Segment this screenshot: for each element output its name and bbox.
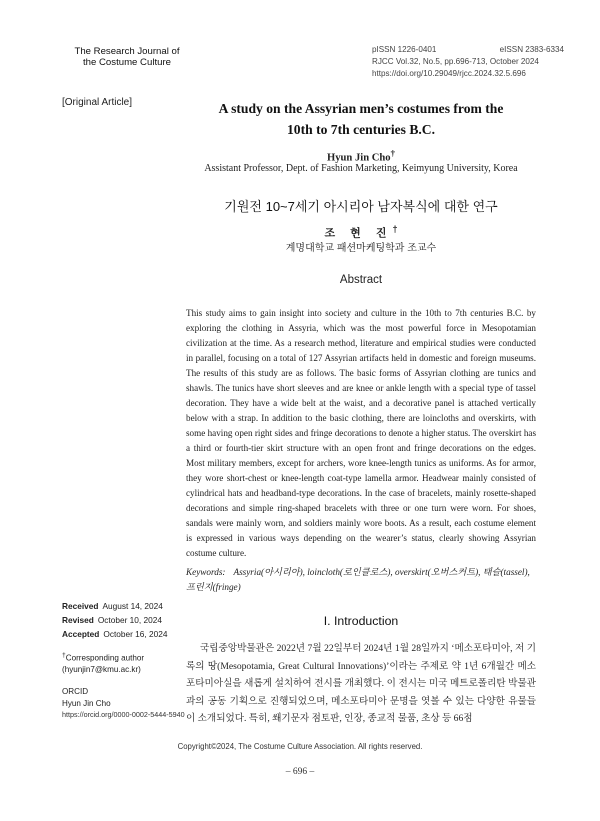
- revised-value: October 10, 2024: [97, 615, 162, 625]
- korean-title: 기원전 10~7세기 아시리아 남자복식에 대한 연구: [224, 199, 498, 214]
- introduction-heading: I. Introduction: [323, 614, 399, 628]
- keywords-label: Keywords:: [186, 567, 226, 577]
- copyright-notice: Copyright©2024, The Costume Culture Association. All rights reserved.: [177, 742, 423, 751]
- accepted-date: [62, 627, 167, 641]
- author-mark: †: [390, 148, 395, 158]
- orcid-label: ORCID: [62, 687, 89, 696]
- paper-title-line1: A study on the Assyrian men’s costumes from the: [218, 101, 504, 116]
- article-type: [Original Article]: [62, 97, 133, 108]
- journal-name: [62, 46, 192, 68]
- corresponding-author: [62, 650, 144, 676]
- journal-name-line2: the Costume Culture: [83, 57, 171, 68]
- introduction-body: 국립중앙박물관은 2022년 7월 22일부터 2024년 1월 28일까지 ‘메소포타미아, 저 기록의 땅(Mesopotamia, Great Cultural Innovations)’이라는 주제로 약 1년 6개월간 메소포타미아실을 새롭게 설치하여 전시를 개최했다. 이 전시는 미국 메트로폴리탄 박물관과의 공동 기획으로 진행되었으며, 메소포타미아 문명을 엿볼 수 있는 다양한 유물들이 소개되었다. 특히, 쐐기문자 점토판, 인장, 종교적 물품, 초상 등 66점: [186, 643, 536, 725]
- journal-name-line1: The Research Journal of: [74, 46, 180, 57]
- accepted-value: October 16, 2024: [103, 629, 168, 639]
- korean-affiliation: 계명대학교 패션마케팅학과 조교수: [285, 243, 437, 254]
- paper-title-line2: 10th to 7th centuries B.C.: [286, 122, 435, 137]
- received-label: Received: [62, 601, 99, 611]
- keywords: [186, 565, 536, 595]
- received-value: August 14, 2024: [102, 601, 163, 611]
- affiliation: Assistant Professor, Dept. of Fashion Marketing, Keimyung University, Korea: [204, 163, 518, 174]
- abstract-body: This study aims to gain insight into society and culture in the 10th to 7th centuries B.C. by exploring the clothing in Assyria, which was the most powerful force in Mesopotamian civilization at the time. As a research method, literature and empirical studies were conducted in parallel, focusing on a total of 127 Assyrian artifacts held in domestic and foreign museums. The results of this study are as follows. The basic forms of Assyrian clothing are tunics and shawls. The tunics have short sleeves and are knee or ankle length with a special type of tassel decoration. They have a wide belt at the waist, and a decorative panel is attached vertically below with a strap. In addition to the basic clothing, there are loincloths and overskirts, with some having open right sides and fringe decorations to denote a higher status. The overskirt has a third or fourth-tier skirt structure with an open front and fringe decorations on the edges. Most military members, except for archers, wore knee-length tunics as uniforms. As for armor, they wore short-chest or knee-length coat-type lamella armor. Headwear mainly consisted of cylindrical hats and headband-type decorations. In the case of bracelets, mainly rosette-shaped decorations and simple ring-shaped bracelets with three or one turn were worn. For shoes, sandals were mainly worn, and soldiers mainly wore boots. As a result, each costume element is expressed in various ways depending on the wearer’s status, clearly showing Assyrian costume culture.: [186, 308, 536, 558]
- korean-author-name: 조 현 진: [324, 227, 393, 240]
- orcid-name: Hyun Jin Cho: [62, 698, 111, 708]
- article-dates: [62, 599, 167, 641]
- author-name: Hyun Jin Cho: [326, 152, 391, 164]
- page-number: – 696 –: [285, 767, 315, 777]
- accepted-label: Accepted: [62, 629, 100, 639]
- corresponding-mark: †: [62, 652, 66, 659]
- publication-meta: [372, 44, 564, 80]
- author: [190, 148, 532, 164]
- orcid-link[interactable]: https://orcid.org/0000-0002-5444-5940: [62, 710, 185, 719]
- pissn: pISSN 1226-0401: [372, 45, 437, 54]
- abstract-heading: Abstract: [339, 274, 383, 286]
- corresponding-label: Corresponding author: [65, 653, 145, 663]
- paper-title: [195, 98, 527, 140]
- revised-label: Revised: [62, 615, 94, 625]
- korean-author-mark: †: [392, 224, 398, 234]
- eissn: eISSN 2383-6334: [499, 45, 564, 54]
- citation: RJCC Vol.32, No.5, pp.696-713, October 2024: [372, 57, 539, 66]
- orcid-block: [62, 686, 185, 721]
- received-date: [62, 599, 167, 613]
- corresponding-email[interactable]: (hyunjin7@kmu.ac.kr): [62, 665, 141, 675]
- revised-date: [62, 613, 167, 627]
- keywords-list: Assyria(아시리아), loincloth(로인클로스), overskirt(오버스커트), 태슬(tassel), 프린지(fringe): [186, 567, 530, 592]
- doi-link[interactable]: https://doi.org/10.29049/rjcc.2024.32.5.696: [372, 69, 526, 78]
